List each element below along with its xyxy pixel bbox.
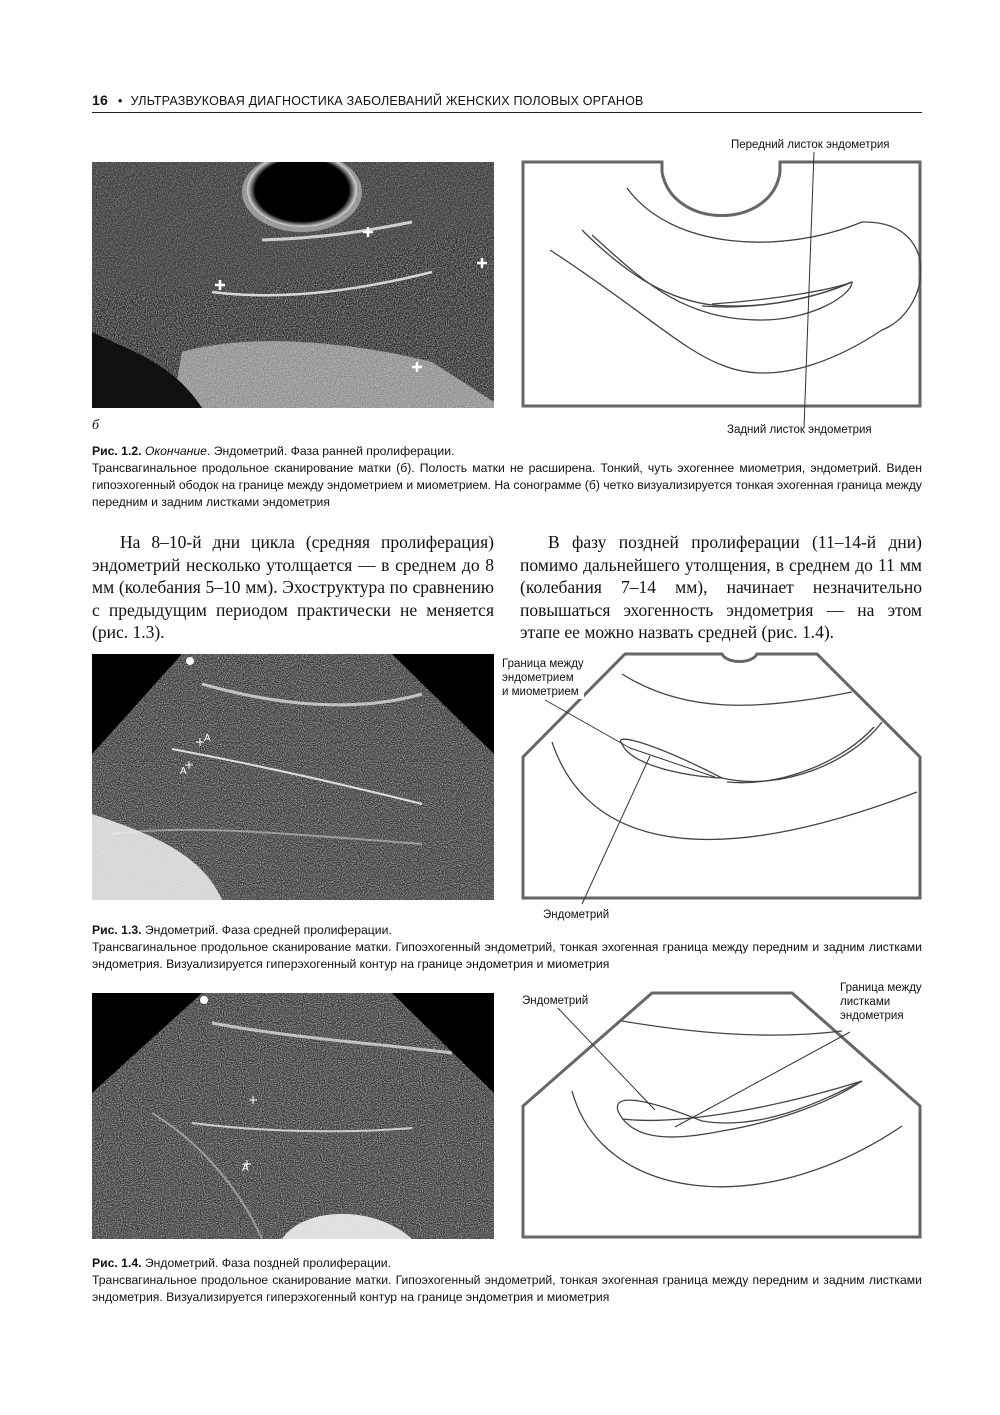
label-line-1: Граница между (840, 982, 922, 994)
caption-number: Рис. 1.3. (92, 923, 142, 937)
marker-a-lower: A (180, 766, 187, 777)
figure-1-3-caption (92, 922, 922, 973)
label-line-3: эндометрия (840, 1010, 904, 1022)
marker-a-upper: A (204, 733, 211, 744)
figure-1-4-ultrasound (92, 993, 494, 1239)
figure-1-4-caption (92, 1255, 922, 1306)
marker-a-1-4: A (242, 1163, 249, 1174)
caption-text: Трансвагинальное продольное сканирование матки. Гипоэхогенный эндометрий, тонкая эхогенная граница между передним и задним листками эндометрия. Визуализируется гиперэхогенный контур на границе эндометрия и миометрия (92, 940, 922, 971)
figure-1-3-ultrasound (92, 654, 494, 900)
caption-title-line (92, 443, 922, 460)
figure-1-2-caption (92, 443, 922, 511)
body-text-left: На 8–10-й дни цикла (средняя пролиферация) эндометрий несколько утолщается — в среднем до 8 мм (колебания 5–10 мм). Эхоструктура по сравнению с предыдущим периодом практически не меняется (рис. 1.3). (92, 532, 494, 642)
figure-1-2-diagram (522, 160, 922, 408)
label-endometrium-1-4: Эндометрий (522, 995, 589, 1007)
caption-text: Трансвагинальное продольное сканирование матки (б). Полость матки не расширена. Тонкий, чуть эхогеннее миометрия, эндометрий. Виден гипоэхогенный ободок на границе между эндометрием и миометрием. На сонограмме (б) четко визуализируется тонкая эхогенная граница между передним и задним листками эндометрия (92, 461, 922, 509)
caption-title: Эндометрий. Фаза поздней пролиферации. (141, 1256, 391, 1270)
figure-1-2-sub-letter: б (92, 418, 100, 433)
label-border-layers (840, 981, 922, 1023)
page-number: 16 (92, 92, 108, 108)
caption-title: . Эндометрий. Фаза ранней пролиферации. (206, 444, 455, 458)
caption-number: Рис. 1.2. (92, 444, 142, 458)
running-header (92, 92, 922, 113)
label-line-2: листками (840, 996, 891, 1008)
label-line-1: Граница между (502, 658, 584, 670)
label-anterior-layer: Передний листок эндометрия (731, 139, 890, 151)
caption-title-line (92, 922, 922, 939)
caption-title-line (92, 1255, 922, 1272)
label-endometrium-1-3: Эндометрий (543, 909, 610, 921)
label-line-3: и миометрием (502, 686, 579, 698)
label-border-endo-myo (502, 657, 584, 699)
label-posterior-layer: Задний листок эндометрия (727, 424, 872, 436)
figure-1-2-ultrasound (92, 162, 494, 408)
running-title: УЛЬТРАЗВУКОВАЯ ДИАГНОСТИКА ЗАБОЛЕВАНИЙ ЖЕНСКИХ ПОЛОВЫХ ОРГАНОВ (130, 94, 644, 108)
header-bullet: • (117, 94, 123, 108)
caption-title: Эндометрий. Фаза средней пролиферации. (141, 923, 392, 937)
label-line-2: эндометрием (502, 672, 574, 684)
caption-number: Рис. 1.4. (92, 1256, 142, 1270)
body-text-right: В фазу поздней пролиферации (11–14-й дни) помимо дальнейшего утолщения, в среднем до 11 мм (колебания 7–14 мм), начинает незначительно повышаться эхогенность эндометрия — на этом этапе ее можно назвать средней (рис. 1.4). (520, 532, 922, 642)
caption-italic: Окончание (144, 444, 207, 458)
caption-text: Трансвагинальное продольное сканирование матки. Гипоэхогенный эндометрий, тонкая эхогенная граница между передним и задним листками эндометрия. Визуализируется гиперэхогенный контур на границе эндометрия и миометрия (92, 1273, 922, 1304)
